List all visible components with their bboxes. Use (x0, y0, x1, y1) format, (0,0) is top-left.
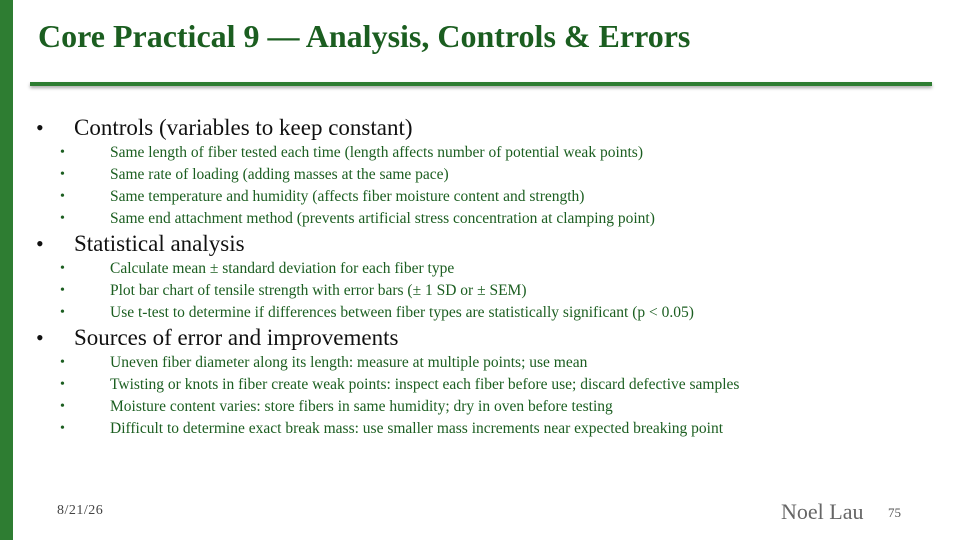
bullet-icon: • (60, 261, 65, 276)
bullet-icon: • (36, 325, 44, 350)
list-item-text: Same end attachment method (prevents artificial stress concentration at clamping point) (110, 210, 655, 227)
list-item (36, 164, 946, 186)
bullet-icon: • (60, 283, 65, 298)
list-item (36, 352, 946, 374)
list-item-text: Calculate mean ± standard deviation for each fiber type (110, 260, 455, 277)
footer-author: Noel Lau (781, 499, 864, 524)
section-heading-text: Sources of error and improvements (74, 325, 399, 350)
list-item-text: Use t-test to determine if differences between fiber types are statistically significant (p < 0.05) (110, 304, 694, 321)
bullet-icon: • (60, 189, 65, 204)
list-item (36, 396, 946, 418)
bullet-icon: • (60, 167, 65, 182)
slide-title: Core Practical 9 — Analysis, Controls & Errors (38, 18, 691, 54)
bullet-icon: • (60, 145, 65, 160)
list-item-text: Twisting or knots in fiber create weak points: inspect each fiber before use; discard defective samples (110, 376, 740, 393)
bullet-icon: • (60, 355, 65, 370)
section-heading-sources-of-error (36, 324, 946, 352)
list-item-text: Moisture content varies: store fibers in same humidity; dry in oven before testing (110, 398, 613, 415)
left-accent-bar (0, 0, 13, 540)
list-item (36, 258, 946, 280)
section-heading-controls (36, 114, 946, 142)
list-item-text: Same rate of loading (adding masses at the same pace) (110, 166, 449, 183)
list-item-text: Same temperature and humidity (affects fiber moisture content and strength) (110, 188, 585, 205)
section-heading-text: Controls (variables to keep constant) (74, 115, 413, 140)
bullet-icon: • (36, 115, 44, 140)
list-item (36, 418, 946, 440)
section-heading-statistical-analysis (36, 230, 946, 258)
list-item-text: Uneven fiber diameter along its length: measure at multiple points; use mean (110, 354, 588, 371)
bullet-icon: • (60, 421, 65, 436)
page-number: 75 (888, 505, 901, 520)
bullet-icon: • (60, 305, 65, 320)
list-item (36, 142, 946, 164)
list-item-text: Plot bar chart of tensile strength with error bars (± 1 SD or ± SEM) (110, 282, 527, 299)
slide-body (36, 114, 946, 440)
footer-date: 8/21/26 (57, 503, 104, 518)
bullet-icon: • (60, 211, 65, 226)
bullet-icon: • (60, 399, 65, 414)
bullet-icon: • (60, 377, 65, 392)
list-item (36, 280, 946, 302)
list-item (36, 208, 946, 230)
list-item-text: Difficult to determine exact break mass: use smaller mass increments near expected breaking point (110, 420, 724, 437)
bullet-icon: • (36, 231, 44, 256)
list-item-text: Same length of fiber tested each time (length affects number of potential weak points) (110, 144, 643, 161)
title-divider (30, 82, 932, 86)
list-item (36, 374, 946, 396)
section-heading-text: Statistical analysis (74, 231, 245, 256)
list-item (36, 186, 946, 208)
list-item (36, 302, 946, 324)
